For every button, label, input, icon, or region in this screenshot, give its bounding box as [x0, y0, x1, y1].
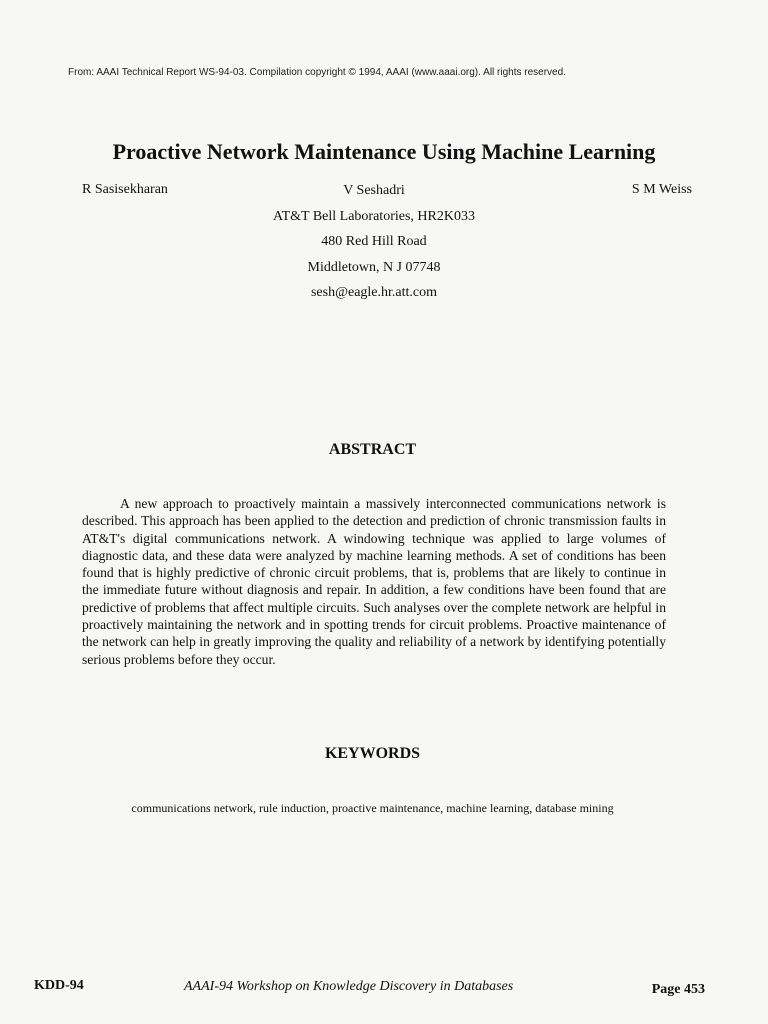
- keywords-heading: KEYWORDS: [324, 745, 421, 762]
- copyright-notice: From: AAAI Technical Report WS-94-03. Compilation copyright © 1994, AAAI (www.aaai.org). All rights reserved.: [68, 67, 566, 78]
- footer-page-number: Page 453: [651, 982, 705, 997]
- author-sasisekharan: R Sasisekharan: [82, 182, 168, 197]
- author-email: sesh@eagle.hr.att.com: [310, 285, 438, 300]
- abstract-text: A new approach to proactively maintain a massively interconnected communications network is described. This approach has been applied to the detection and prediction of chronic transmission faults in AT&T's digital communications network. A windowing technique was applied to large volumes of diagnostic data, and these data were analyzed by machine learning methods. A set of conditions has been found that is highly predictive of chronic circuit problems, that is, problems that are likely to continue in the immediate future without diagnosis and repair. In addition, a few conditions have been found that are predictive of problems that affect multiple circuits. Such analyses over the complete network are helpful in proactively maintaining the network and in spotting trends for circuit problems. Proactive maintenance of the network can help in greatly improving the quality and reliability of a network by identifying potentially serious problems before they occur.: [82, 496, 666, 667]
- author-weiss: S M Weiss: [631, 182, 692, 197]
- author-affiliation-block: [0, 182, 748, 310]
- paper-title: Proactive Network Maintenance Using Machine Learning: [112, 139, 656, 164]
- footer-workshop-title: AAAI-94 Workshop on Knowledge Discovery in Databases: [184, 979, 514, 994]
- author-seshadri: V Seshadri: [343, 183, 405, 198]
- affiliation-city: Middletown, N J 07748: [307, 259, 441, 275]
- abstract-heading: ABSTRACT: [328, 441, 417, 458]
- footer-conference-code: KDD-94: [34, 978, 84, 993]
- keywords-text: communications network, rule induction, proactive maintenance, machine learning, database mining: [131, 801, 614, 815]
- affiliation-street: 480 Red Hill Road: [321, 234, 427, 249]
- affiliation-organization: AT&T Bell Laboratories, HR2K033: [273, 208, 475, 224]
